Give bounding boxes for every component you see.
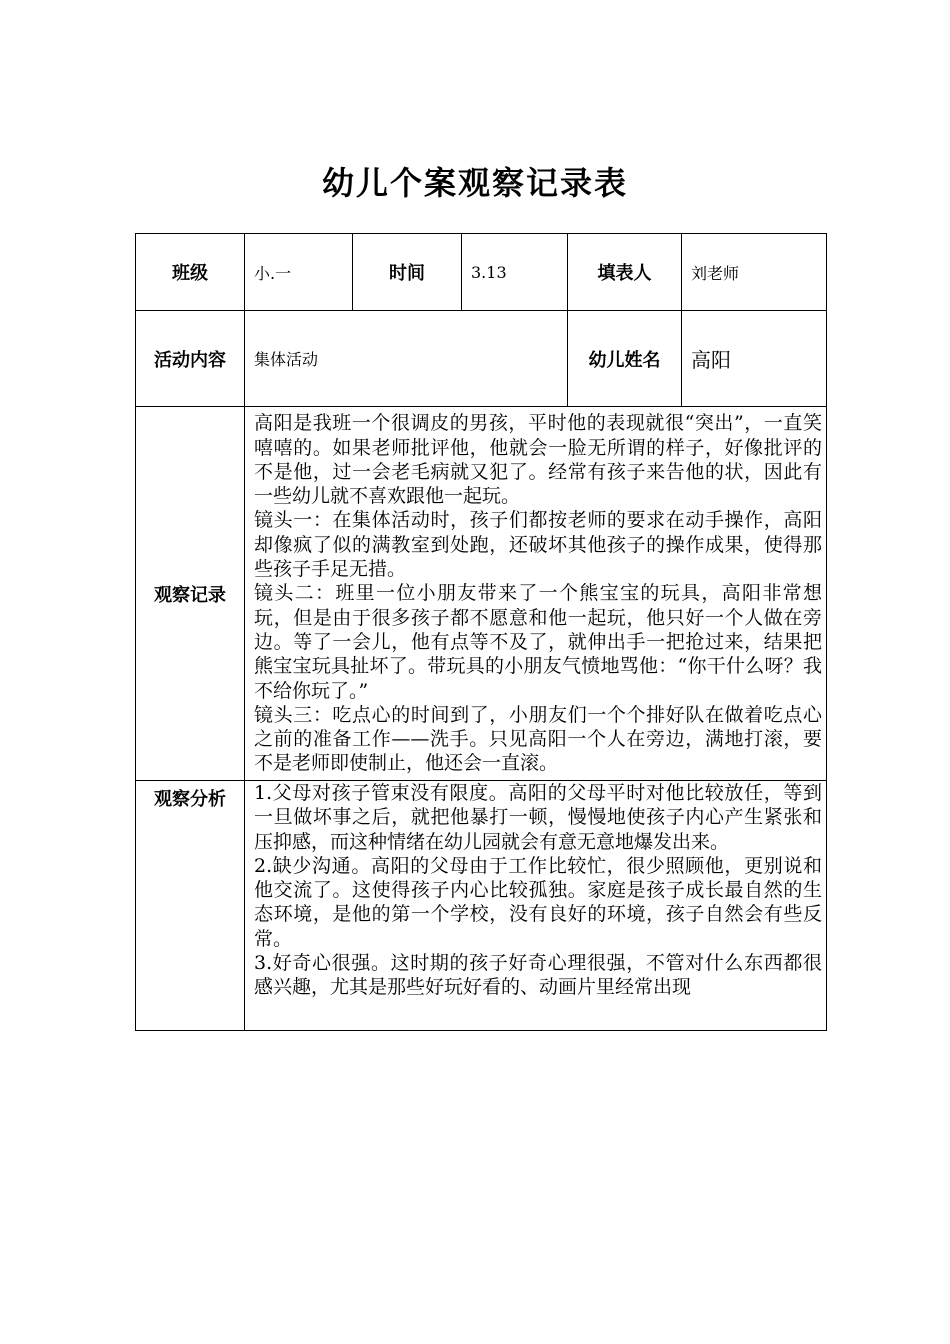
activity-value: 集体活动 [245,311,568,407]
observation-paragraph: 镜头一：在集体活动时，孩子们都按老师的要求在动手操作，高阳却像疯了似的满教室到处跑，还破坏其他孩子的操作成果，使得那些孩子手足无措。 [254,509,822,581]
analysis-label: 观察分析 [136,781,245,1031]
analysis-paragraph: 3.好奇心很强。这时期的孩子好奇心理很强，不管对什么东西都很感兴趣，尤其是那些好玩好看的、动画片里经常出现 [254,952,822,999]
class-value: 小.一 [245,234,353,311]
observation-paragraph: 高阳是我班一个很调皮的男孩，平时他的表现就很“突出”，一直笑嘻嘻的。如果老师批评他，他就会一脸无所谓的样子，好像批评的不是他，过一会老毛病就又犯了。经常有孩子来告他的状，因此有一些幼儿就不喜欢跟他一起玩。 [254,412,822,508]
child-name-value: 高阳 [682,311,827,407]
activity-label: 活动内容 [136,311,245,407]
page-title: 幼儿个案观察记录表 [321,164,628,202]
analysis-paragraph: 1.父母对孩子管束没有限度。高阳的父母平时对他比较放任，等到一旦做坏事之后，就把他暴打一顿，慢慢地使孩子内心产生紧张和压抑感，而这种情绪在幼儿园就会有意无意地爆发出来。 [254,782,822,853]
observation-record-table [135,233,827,1031]
filler-label: 填表人 [568,234,682,311]
analysis-content [245,781,827,1031]
observation-paragraph: 镜头三：吃点心的时间到了，小朋友们一个个排好队在做着吃点心之前的准备工作——洗手。只见高阳一个人在旁边，满地打滚，要不是老师即使制止，他还会一直滚。 [254,703,822,775]
observation-label: 观察记录 [136,407,245,781]
time-value: 3.13 [462,234,568,311]
class-label: 班级 [136,234,245,311]
observation-content [245,407,827,781]
filler-value: 刘老师 [682,234,827,311]
observation-paragraph: 镜头二：班里一位小朋友带来了一个熊宝宝的玩具，高阳非常想玩，但是由于很多孩子都不愿意和他一起玩，他只好一个人做在旁边。等了一会儿，他有点等不及了，就伸出手一把抢过来，结果把熊宝宝玩具扯坏了。带玩具的小朋友气愤地骂他：“你干什么呀？我不给你玩了。” [254,582,822,702]
analysis-paragraph: 2.缺少沟通。高阳的父母由于工作比较忙，很少照顾他，更别说和他交流了。这使得孩子内心比较孤独。家庭是孩子成长最自然的生态环境，是他的第一个学校，没有良好的环境，孩子自然会有些反常。 [254,854,822,950]
time-label: 时间 [353,234,462,311]
child-name-label: 幼儿姓名 [568,311,682,407]
